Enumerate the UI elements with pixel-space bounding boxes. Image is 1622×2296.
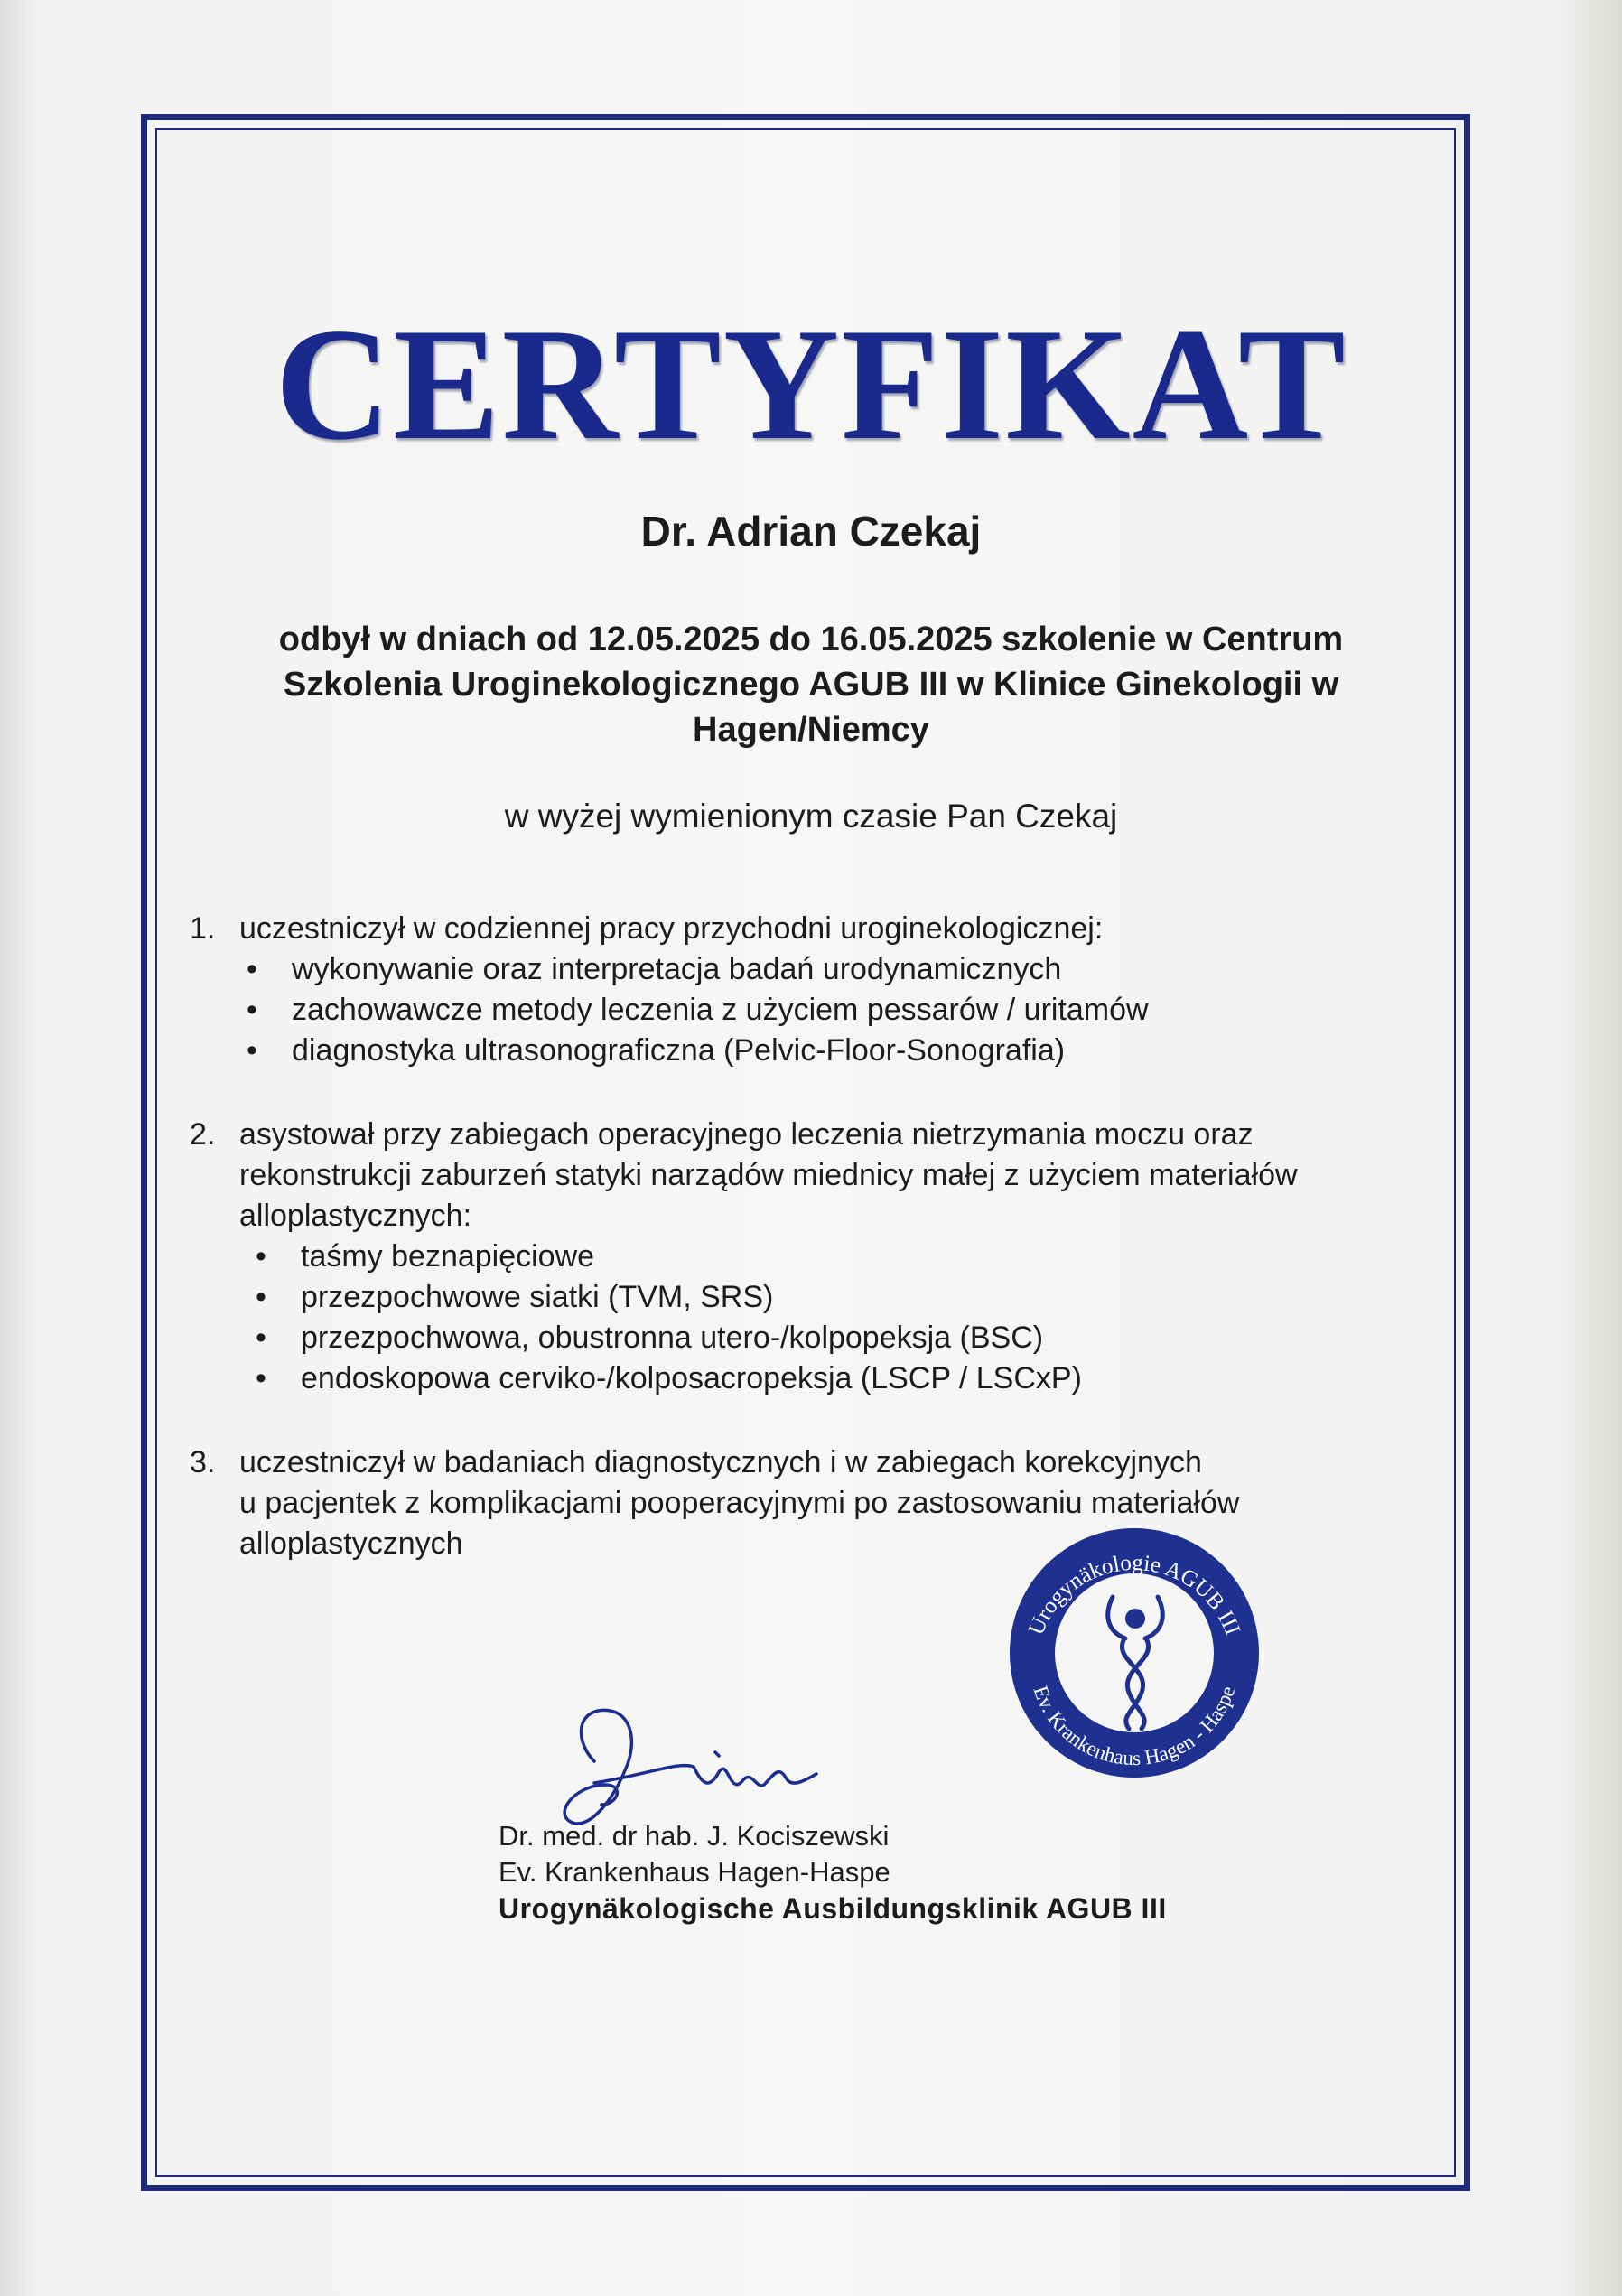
seal-bottom-text: Ev. Krankenhaus Hagen - Haspe xyxy=(1029,1683,1240,1770)
bullet-item xyxy=(256,1318,1413,1358)
signature-block xyxy=(499,1818,1356,1927)
training-description xyxy=(199,617,1423,752)
recipient-name: Dr. Adrian Czekaj xyxy=(640,508,982,555)
bullet-icon: • xyxy=(247,993,257,1027)
activity-number: 1. xyxy=(190,911,216,946)
activity-item xyxy=(185,909,1413,1071)
bullet-item xyxy=(256,1358,1413,1399)
signer-name: Dr. med. dr hab. J. Kociszewski xyxy=(499,1820,890,1852)
activity-text: u pacjentek z komplikacjami pooperacyjnymi po zastosowaniu materiałów xyxy=(239,1486,1240,1520)
bullet-icon: • xyxy=(256,1239,266,1274)
training-line: Hagen/Niemcy xyxy=(693,711,929,749)
activity-text: alloplastycznych: xyxy=(239,1199,472,1233)
activity-text: uczestniczył w badaniach diagnostycznych i w zabiegach korekcyjnych xyxy=(239,1445,1202,1479)
activity-number: 2. xyxy=(190,1117,216,1152)
signer-institution: Ev. Krankenhaus Hagen-Haspe xyxy=(499,1856,890,1888)
activity-text: rekonstrukcji zaburzeń statyki narządów miednicy małej z użyciem materiałów xyxy=(239,1158,1298,1192)
bullet-icon: • xyxy=(247,1033,257,1068)
bullet-item xyxy=(247,949,1413,990)
signature xyxy=(542,1698,840,1834)
seal-top-text: Urogynäkologie AGUB III xyxy=(1023,1550,1245,1639)
activity-text: uczestniczył w codziennej pracy przychodni uroginekologicznej: xyxy=(239,911,1104,946)
bullet-text: wykonywanie oraz interpretacja badań urodynamicznych xyxy=(292,952,1062,986)
training-line: odbył w dniach od 12.05.2025 do 16.05.2025 szkolenie w Centrum xyxy=(278,621,1344,658)
activity-item xyxy=(185,1115,1413,1399)
bullet-icon: • xyxy=(256,1321,266,1355)
bullet-text: zachowawcze metody leczenia z użyciem pessarów / uritamów xyxy=(292,993,1149,1027)
bullet-icon: • xyxy=(256,1361,266,1395)
intro-text: w wyżej wymienionym czasie Pan Czekaj xyxy=(504,798,1118,835)
bullet-icon: • xyxy=(247,952,257,986)
signer-clinic: Urogynäkologische Ausbildungsklinik AGUB III xyxy=(499,1892,1167,1925)
activity-bullets xyxy=(239,949,1413,1071)
bullet-item xyxy=(247,990,1413,1031)
activity-text: asystował przy zabiegach operacyjnego leczenia nietrzymania moczu oraz xyxy=(239,1117,1254,1152)
bullet-text: diagnostyka ultrasonograficzna (Pelvic-Floor-Sonografia) xyxy=(292,1033,1066,1068)
bullet-item xyxy=(256,1237,1413,1277)
clinic-seal xyxy=(1006,1525,1263,1781)
bullet-text: przezpochwowe siatki (TVM, SRS) xyxy=(301,1280,774,1314)
bullet-text: przezpochwowa, obustronna utero-/kolpopeksja (BSC) xyxy=(301,1321,1044,1355)
activity-number: 3. xyxy=(190,1445,216,1479)
training-line: Szkolenia Uroginekologicznego AGUB III w Klinice Ginekologii w xyxy=(283,666,1339,704)
bullet-text: endoskopowa cerviko-/kolposacropeksja (LSCP / LSCxP) xyxy=(301,1361,1082,1395)
bullet-item xyxy=(256,1277,1413,1318)
bullet-icon: • xyxy=(256,1280,266,1314)
bullet-text: taśmy beznapięciowe xyxy=(301,1239,595,1274)
activity-bullets xyxy=(239,1237,1413,1399)
bullet-item xyxy=(247,1031,1413,1071)
activities-list xyxy=(185,909,1413,1608)
activity-text: alloplastycznych xyxy=(239,1526,463,1561)
certificate-title: CERTYFIKAT xyxy=(275,294,1347,473)
